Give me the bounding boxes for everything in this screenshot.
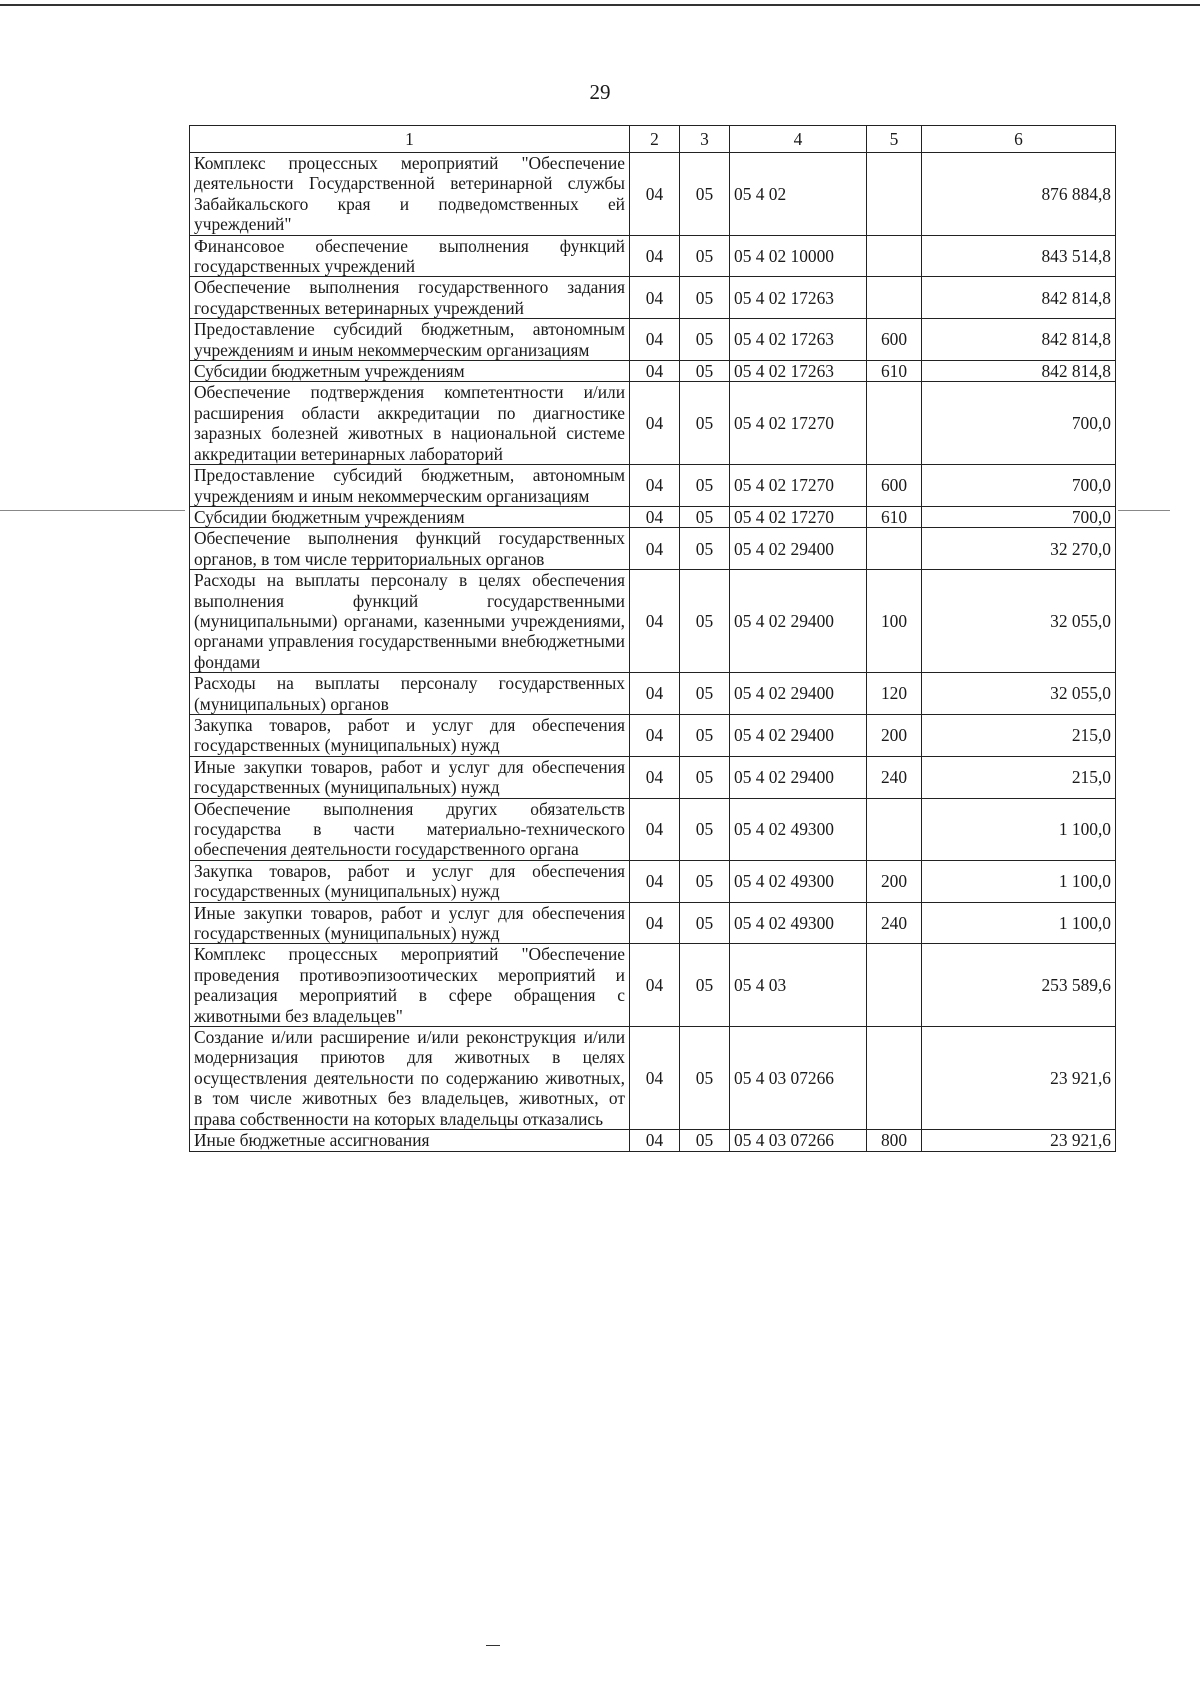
row-section: 04: [630, 902, 680, 944]
table-row: [190, 465, 1116, 507]
row-subsection: 05: [680, 944, 730, 1027]
table-row: [190, 944, 1116, 1027]
row-subsection: 05: [680, 1130, 730, 1151]
row-expense-type: [867, 798, 922, 860]
row-subsection: 05: [680, 319, 730, 361]
row-target-article: 05 4 02: [730, 153, 867, 236]
table-row: [190, 361, 1116, 382]
row-target-article: 05 4 02 17270: [730, 382, 867, 465]
row-name: Субсидии бюджетным учреждениям: [190, 361, 630, 382]
row-expense-type: 200: [867, 714, 922, 756]
row-name: Обеспечение выполнения других обязательств государства в части материально-технического обеспечения деятельности государственного органа: [190, 798, 630, 860]
row-section: 04: [630, 1027, 680, 1130]
header-col-4: 4: [730, 126, 867, 153]
row-section: 04: [630, 1130, 680, 1151]
table-row: [190, 319, 1116, 361]
row-expense-type: 600: [867, 319, 922, 361]
row-name: Иные бюджетные ассигнования: [190, 1130, 630, 1151]
scan-margin-line-left: [0, 510, 185, 511]
row-expense-type: 610: [867, 361, 922, 382]
scan-top-border: [0, 4, 1200, 6]
row-section: 04: [630, 714, 680, 756]
row-name: Расходы на выплаты персоналу государственных (муниципальных) органов: [190, 673, 630, 715]
row-subsection: 05: [680, 382, 730, 465]
row-expense-type: 240: [867, 756, 922, 798]
row-name: Субсидии бюджетным учреждениям: [190, 506, 630, 527]
row-amount: 215,0: [922, 756, 1116, 798]
row-amount: 32 270,0: [922, 528, 1116, 570]
row-section: 04: [630, 756, 680, 798]
scan-dash-bottom: [486, 1645, 500, 1646]
row-target-article: 05 4 02 49300: [730, 902, 867, 944]
row-name: Финансовое обеспечение выполнения функций государственных учреждений: [190, 235, 630, 277]
row-expense-type: 120: [867, 673, 922, 715]
row-subsection: 05: [680, 361, 730, 382]
row-subsection: 05: [680, 673, 730, 715]
table-row: [190, 860, 1116, 902]
row-expense-type: 200: [867, 860, 922, 902]
row-name: Комплекс процессных мероприятий "Обеспечение проведения противоэпизоотических мероприятий и реализация мероприятий в сфере обращения с животными без владельцев": [190, 944, 630, 1027]
row-target-article: 05 4 02 49300: [730, 860, 867, 902]
row-section: 04: [630, 382, 680, 465]
row-amount: 253 589,6: [922, 944, 1116, 1027]
row-expense-type: [867, 153, 922, 236]
row-section: 04: [630, 798, 680, 860]
row-name: Обеспечение выполнения функций государственных органов, в том числе территориальных органов: [190, 528, 630, 570]
header-col-1: 1: [190, 126, 630, 153]
row-section: 04: [630, 153, 680, 236]
row-section: 04: [630, 319, 680, 361]
row-target-article: 05 4 03: [730, 944, 867, 1027]
table-row: [190, 506, 1116, 527]
row-section: 04: [630, 944, 680, 1027]
row-section: 04: [630, 277, 680, 319]
row-name: Иные закупки товаров, работ и услуг для обеспечения государственных (муниципальных) нужд: [190, 756, 630, 798]
row-amount: 700,0: [922, 382, 1116, 465]
row-name: Создание и/или расширение и/или реконструкция и/или модернизация приютов для животных в целях осуществления деятельности по содержанию животных, в том числе животных без владельцев, животных, от права собственности на которых владельцы отказались: [190, 1027, 630, 1130]
row-amount: 842 814,8: [922, 277, 1116, 319]
header-col-2: 2: [630, 126, 680, 153]
row-section: 04: [630, 673, 680, 715]
header-col-6: 6: [922, 126, 1116, 153]
budget-table: [189, 125, 1116, 1152]
row-expense-type: [867, 382, 922, 465]
table-row: [190, 1130, 1116, 1151]
row-subsection: 05: [680, 528, 730, 570]
row-subsection: 05: [680, 570, 730, 673]
table-row: [190, 570, 1116, 673]
table-row: [190, 153, 1116, 236]
row-target-article: 05 4 02 17263: [730, 361, 867, 382]
row-target-article: 05 4 02 29400: [730, 756, 867, 798]
row-section: 04: [630, 570, 680, 673]
row-amount: 23 921,6: [922, 1027, 1116, 1130]
row-name: Закупка товаров, работ и услуг для обеспечения государственных (муниципальных) нужд: [190, 714, 630, 756]
row-amount: 843 514,8: [922, 235, 1116, 277]
row-section: 04: [630, 465, 680, 507]
row-subsection: 05: [680, 465, 730, 507]
row-name: Комплекс процессных мероприятий "Обеспечение деятельности Государственной ветеринарной службы Забайкальского края и подведомственных ей учреждений": [190, 153, 630, 236]
row-amount: 1 100,0: [922, 902, 1116, 944]
row-section: 04: [630, 860, 680, 902]
table-row: [190, 756, 1116, 798]
row-expense-type: [867, 528, 922, 570]
row-amount: 700,0: [922, 506, 1116, 527]
row-expense-type: [867, 277, 922, 319]
row-target-article: 05 4 02 29400: [730, 570, 867, 673]
row-subsection: 05: [680, 798, 730, 860]
row-section: 04: [630, 361, 680, 382]
table-row: [190, 902, 1116, 944]
row-subsection: 05: [680, 235, 730, 277]
row-target-article: 05 4 02 17270: [730, 465, 867, 507]
row-amount: 23 921,6: [922, 1130, 1116, 1151]
row-name: Иные закупки товаров, работ и услуг для обеспечения государственных (муниципальных) нужд: [190, 902, 630, 944]
row-expense-type: [867, 235, 922, 277]
row-target-article: 05 4 02 17263: [730, 277, 867, 319]
row-expense-type: 610: [867, 506, 922, 527]
row-section: 04: [630, 506, 680, 527]
table-row: [190, 528, 1116, 570]
page-number: 29: [589, 80, 611, 104]
table-row: [190, 714, 1116, 756]
row-target-article: 05 4 03 07266: [730, 1027, 867, 1130]
row-amount: 700,0: [922, 465, 1116, 507]
row-target-article: 05 4 02 10000: [730, 235, 867, 277]
row-amount: 876 884,8: [922, 153, 1116, 236]
row-amount: 842 814,8: [922, 361, 1116, 382]
row-subsection: 05: [680, 714, 730, 756]
row-target-article: 05 4 02 17263: [730, 319, 867, 361]
row-amount: 32 055,0: [922, 570, 1116, 673]
row-subsection: 05: [680, 1027, 730, 1130]
row-amount: 1 100,0: [922, 860, 1116, 902]
row-subsection: 05: [680, 153, 730, 236]
row-expense-type: 240: [867, 902, 922, 944]
table-row: [190, 235, 1116, 277]
row-target-article: 05 4 02 29400: [730, 714, 867, 756]
row-expense-type: [867, 944, 922, 1027]
row-name: Обеспечение выполнения государственного задания государственных ветеринарных учреждений: [190, 277, 630, 319]
row-name: Закупка товаров, работ и услуг для обеспечения государственных (муниципальных) нужд: [190, 860, 630, 902]
row-amount: 215,0: [922, 714, 1116, 756]
row-expense-type: 800: [867, 1130, 922, 1151]
row-target-article: 05 4 02 49300: [730, 798, 867, 860]
row-name: Расходы на выплаты персоналу в целях обеспечения выполнения функций государственными (муниципальными) органами, казенными учреждениями, органами управления государственными внебюджетными фондами: [190, 570, 630, 673]
header-col-5: 5: [867, 126, 922, 153]
row-expense-type: [867, 1027, 922, 1130]
row-target-article: 05 4 02 17270: [730, 506, 867, 527]
row-target-article: 05 4 02 29400: [730, 528, 867, 570]
table-header-row: [190, 126, 1116, 153]
row-section: 04: [630, 235, 680, 277]
row-target-article: 05 4 03 07266: [730, 1130, 867, 1151]
row-amount: 32 055,0: [922, 673, 1116, 715]
table-row: [190, 1027, 1116, 1130]
row-amount: 1 100,0: [922, 798, 1116, 860]
row-amount: 842 814,8: [922, 319, 1116, 361]
row-subsection: 05: [680, 902, 730, 944]
row-expense-type: 100: [867, 570, 922, 673]
row-subsection: 05: [680, 277, 730, 319]
table-row: [190, 382, 1116, 465]
row-target-article: 05 4 02 29400: [730, 673, 867, 715]
table-row: [190, 277, 1116, 319]
row-expense-type: 600: [867, 465, 922, 507]
row-subsection: 05: [680, 506, 730, 527]
row-subsection: 05: [680, 756, 730, 798]
table-row: [190, 798, 1116, 860]
row-name: Предоставление субсидий бюджетным, автономным учреждениям и иным некоммерческим организациям: [190, 319, 630, 361]
header-col-3: 3: [680, 126, 730, 153]
table-row: [190, 673, 1116, 715]
row-name: Обеспечение подтверждения компетентности и/или расширения области аккредитации по диагностике заразных болезней животных в национальной системе аккредитации ветеринарных лабораторий: [190, 382, 630, 465]
row-subsection: 05: [680, 860, 730, 902]
row-name: Предоставление субсидий бюджетным, автономным учреждениям и иным некоммерческим организациям: [190, 465, 630, 507]
row-section: 04: [630, 528, 680, 570]
scan-margin-line-right: [1118, 510, 1170, 511]
